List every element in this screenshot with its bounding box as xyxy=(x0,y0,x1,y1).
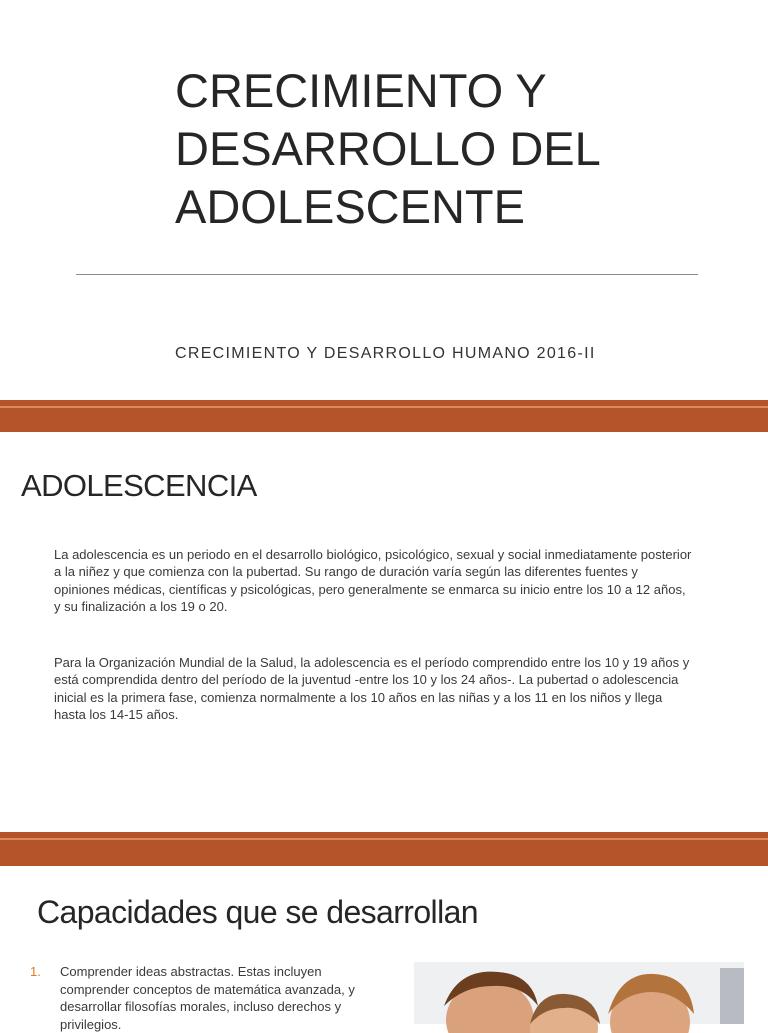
students-photo xyxy=(414,962,744,1024)
slide-separator-bar xyxy=(0,832,768,866)
title-slide xyxy=(0,0,768,400)
separator-stripe xyxy=(0,406,768,408)
subtitle-line: CRECIMIENTO Y DESARROLLO HUMANO 2016-II xyxy=(175,345,596,362)
adolescencia-slide xyxy=(0,432,768,832)
paragraph: Para la Organización Mundial de la Salud, la adolescencia es el período comprendido entre los 10 y 19 años y está comprendida dentro del período de la juventud -entre los 10 y los 24 años-. La pubertad o adolescencia inicial es la primera fase, comienza normalmente a los 10 años en las niñas y a los 11 en los niños y llega hasta los 14-15 años. xyxy=(54,655,690,723)
title-divider xyxy=(76,274,698,275)
paragraph: La adolescencia es un periodo en el desarrollo biológico, psicológico, sexual y social inmediatamente posterior a la niñez y que comienza con la pubertad. Su rango de duración varía según las diferentes fuentes y opiniones médicas, científicas y psicológicas, pero generalmente se enmarca su inicio entre los 10 a 12 años, y su finalización a los 19 o 20. xyxy=(54,547,692,615)
capacidades-slide xyxy=(0,866,768,1032)
list-text: Comprender ideas abstractas. Estas incluyen comprender conceptos de matemática avanzada, y desarrollar filosofías morales, incluso derechos y privilegios. xyxy=(60,964,355,1032)
title-line: CRECIMIENTO Y xyxy=(175,64,547,117)
capabilities-list xyxy=(30,963,390,1033)
list-number: 1. xyxy=(30,964,41,979)
list-item xyxy=(30,963,390,1033)
presentation-title xyxy=(175,62,735,236)
slide-separator-bar xyxy=(0,400,768,432)
separator-stripe xyxy=(0,838,768,840)
slide-heading: ADOLESCENCIA xyxy=(21,468,257,503)
slide-heading: Capacidades que se desarrollan xyxy=(37,894,478,930)
title-line: ADOLESCENTE xyxy=(175,180,525,233)
title-line: DESARROLLO DEL xyxy=(175,122,601,175)
students-photo-illustration xyxy=(414,962,744,1024)
